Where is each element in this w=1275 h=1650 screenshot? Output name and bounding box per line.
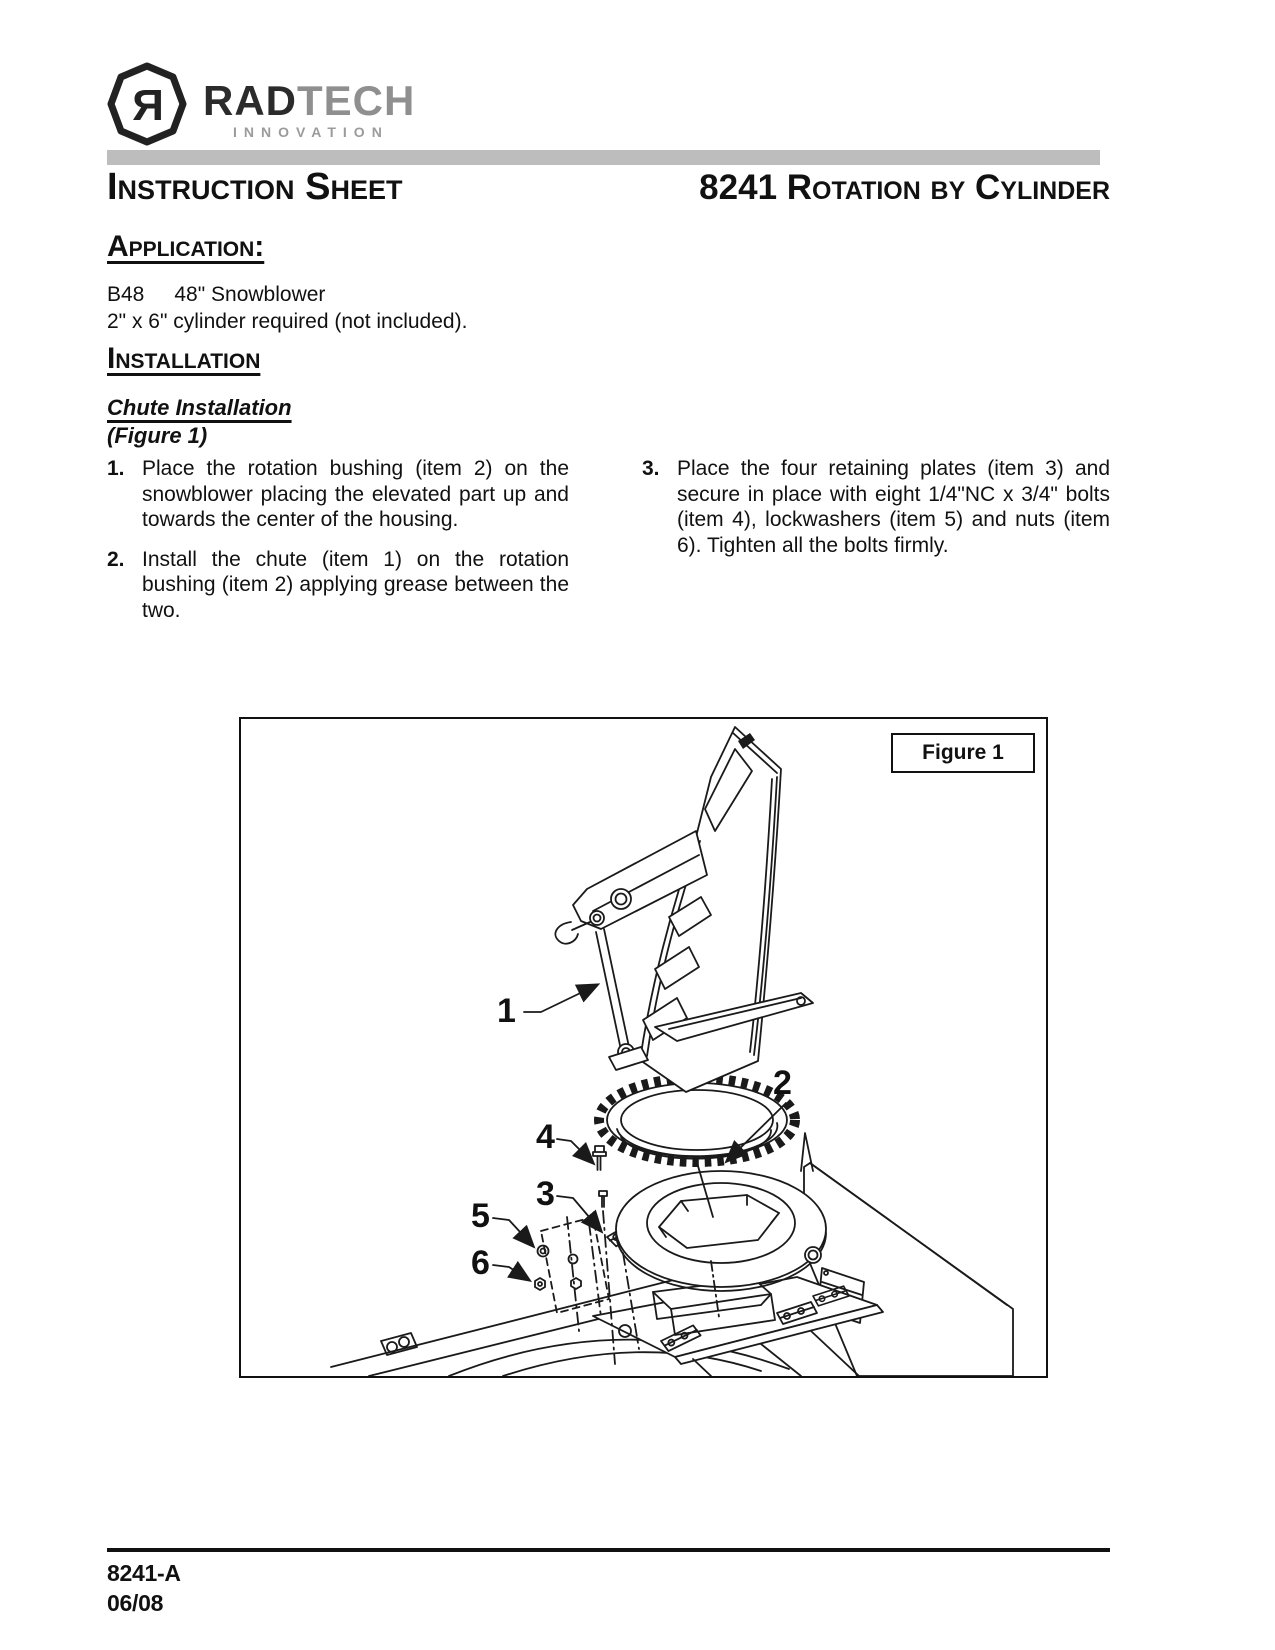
callout-2: 2 (773, 1064, 792, 1102)
logo-tagline: INNOVATION (233, 124, 389, 140)
footer-rule (107, 1548, 1110, 1552)
footer (107, 1558, 181, 1618)
footer-revision-date: 06/08 (107, 1590, 164, 1616)
title-row (107, 166, 1110, 209)
instruction-step (107, 547, 569, 624)
application-heading: Application: (107, 230, 265, 263)
footer-doc-number: 8241-A (107, 1560, 181, 1586)
application-model: B48 (107, 283, 145, 306)
figure-label-text: Figure 1 (922, 741, 1004, 764)
callout-1: 1 (497, 992, 516, 1030)
logo-badge-letter: R (132, 81, 164, 130)
product-title: 8241 Rotation by Cylinder (699, 168, 1110, 207)
step-text: Install the chute (item 1) on the rotation bushing (item 2) applying grease between the two. (142, 547, 569, 622)
figure-label (891, 733, 1035, 773)
application-model-description: 48" Snowblower (174, 283, 326, 306)
steps-right-column (642, 456, 1110, 637)
step-text: Place the four retaining plates (item 3) and secure in place with eight 1/4"NC x 3/4" bolts (item 4), lockwashers (item 5) and nuts (item 6). Tighten all the bolts firmly. (677, 457, 1110, 557)
figure-reference: (Figure 1) (107, 423, 208, 448)
installation-heading: Installation (107, 342, 261, 375)
callout-3: 3 (536, 1175, 555, 1213)
company-logo (107, 62, 415, 146)
chute-installation-subheading: Chute Installation (107, 395, 292, 420)
logo-wordmark (203, 62, 415, 140)
header-divider-bar (107, 150, 1100, 165)
callout-5: 5 (471, 1197, 490, 1235)
step-number: 1. (107, 457, 125, 480)
callout-4: 4 (536, 1118, 555, 1156)
step-number: 3. (642, 457, 660, 480)
application-requirement: 2" x 6" cylinder required (not included). (107, 310, 468, 333)
step-number: 2. (107, 547, 125, 571)
step-text: Place the rotation bushing (item 2) on the snowblower placing the elevated part up and towards the center of the housing. (142, 457, 569, 531)
logo-badge-icon (107, 62, 187, 146)
instruction-step (642, 456, 1110, 558)
instruction-step (107, 456, 569, 533)
figure-frame (239, 717, 1048, 1378)
installation-steps (107, 456, 1110, 637)
logo-brand-primary: RAD (203, 77, 297, 124)
technical-drawing (241, 719, 1046, 1376)
application-model-line (107, 281, 325, 308)
logo-brand-secondary: TECH (297, 77, 416, 124)
steps-left-column (107, 456, 569, 637)
discharge-chute (555, 727, 813, 1092)
document-type-title: Instruction Sheet (107, 166, 403, 208)
chute-gear-ring (599, 1078, 795, 1162)
callout-6: 6 (471, 1244, 490, 1282)
